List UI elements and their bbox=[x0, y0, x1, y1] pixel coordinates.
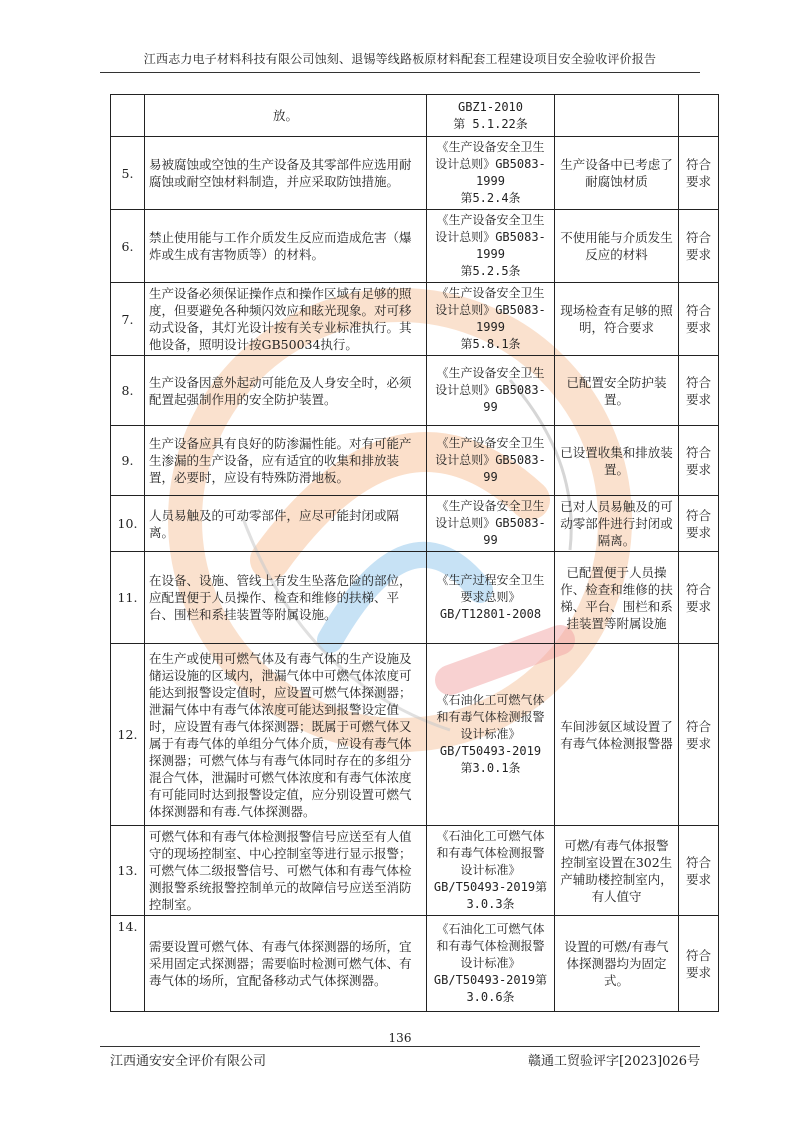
requirement-cell: 需要设置可燃气体、有毒气体探测器的场所，宜采用固定式探测器；需要临时检测可燃气体、有毒气体的场所，宜配备移动式气体探测器。 bbox=[145, 916, 427, 1012]
row-number: 13. bbox=[111, 826, 145, 916]
table-row bbox=[111, 644, 719, 826]
standard-text: 《石油化工可燃气体和有毒气体检测报警设计标准》GB/T50493-2019 第3.0.1条 bbox=[436, 693, 545, 775]
table-row bbox=[111, 356, 719, 426]
result-cell: 符合要求 bbox=[679, 916, 719, 1012]
row-number: 5. bbox=[111, 137, 145, 210]
standard-text: 《生产设备安全卫生设计总则》GB5083-1999 第5.2.5条 bbox=[435, 213, 546, 278]
standard-cell bbox=[427, 826, 555, 916]
footer-report-number: 赣通工贸验评字[2023]026号 bbox=[527, 1054, 700, 1069]
table-row bbox=[111, 137, 719, 210]
row-number bbox=[111, 95, 145, 137]
result-cell: 符合要求 bbox=[679, 283, 719, 356]
row-number: 7. bbox=[111, 283, 145, 356]
requirement-cell: 放。 bbox=[145, 95, 427, 137]
result-cell: 符合要求 bbox=[679, 426, 719, 496]
header-rule bbox=[100, 72, 700, 73]
requirement-cell: 生产设备应具有良好的防渗漏性能。对有可能产生渗漏的生产设备，应有适宜的收集和排放装置，必要时，应设有特殊防滑地板。 bbox=[145, 426, 427, 496]
table-row bbox=[111, 426, 719, 496]
actual-cell: 现场检查有足够的照明，符合要求 bbox=[555, 283, 679, 356]
standard-text: 《生产设备安全卫生设计总则》GB5083-1999 第5.2.4条 bbox=[435, 140, 546, 205]
actual-cell: 已配置安全防护装置。 bbox=[555, 356, 679, 426]
standard-text: 《石油化工可燃气体和有毒气体检测报警设计标准》GB/T50493-2019第3.0.3条 bbox=[433, 829, 548, 911]
footer-rule bbox=[100, 1046, 700, 1047]
table-row bbox=[111, 826, 719, 916]
requirement-cell: 在设备、设施、管线上有发生坠落危险的部位，应配置便于人员操作、检查和维修的扶梯、平台、围栏和系挂装置等附属设施。 bbox=[145, 552, 427, 644]
table-row bbox=[111, 95, 719, 137]
standard-cell bbox=[427, 137, 555, 210]
actual-cell: 已设置收集和排放装置。 bbox=[555, 426, 679, 496]
standard-text: 《生产设备安全卫生设计总则》GB5083-99 bbox=[435, 436, 546, 484]
result-cell: 符合要求 bbox=[679, 552, 719, 644]
standard-cell bbox=[427, 426, 555, 496]
actual-cell: 已配置便于人员操作、检查和维修的扶梯、平台、围栏和系挂装置等附属设施 bbox=[555, 552, 679, 644]
safety-checklist-table bbox=[110, 94, 719, 1012]
actual-cell: 已对人员易触及的可动零部件进行封闭或隔离。 bbox=[555, 496, 679, 552]
footer-company: 江西通安安全评价有限公司 bbox=[110, 1054, 267, 1069]
requirement-cell: 生产设备因意外起动可能危及人身安全时，必须配置起强制作用的安全防护装置。 bbox=[145, 356, 427, 426]
actual-cell bbox=[555, 95, 679, 137]
actual-cell: 不使用能与介质发生反应的材料 bbox=[555, 210, 679, 283]
result-cell: 符合要求 bbox=[679, 826, 719, 916]
row-number: 9. bbox=[111, 426, 145, 496]
actual-cell: 设置的可燃/有毒气体探测器均为固定式。 bbox=[555, 916, 679, 1012]
row-number: 10. bbox=[111, 496, 145, 552]
table-row bbox=[111, 552, 719, 644]
table-row bbox=[111, 210, 719, 283]
requirement-cell: 禁止使用能与工作介质发生反应而造成危害（爆炸或生成有害物质等）的材料。 bbox=[145, 210, 427, 283]
requirement-cell: 生产设备必须保证操作点和操作区域有足够的照度，但要避免各种频闪效应和眩光现象。对可移动式设备，其灯光设计按有关专业标准执行。其他设备，照明设计按GB50034执行。 bbox=[145, 283, 427, 356]
standard-cell bbox=[427, 283, 555, 356]
standard-text: GBZ1-2010 第 5.1.22条 bbox=[453, 99, 528, 131]
standard-cell bbox=[427, 552, 555, 644]
standard-cell bbox=[427, 95, 555, 137]
standard-cell bbox=[427, 916, 555, 1012]
row-number: 11. bbox=[111, 552, 145, 644]
page-header-title: 江西志力电子材料科技有限公司蚀刻、退锡等线路板原材料配套工程建设项目安全验收评价报告 bbox=[143, 52, 657, 66]
standard-text: 《生产过程安全卫生要求总则》GB/T12801-2008 bbox=[436, 573, 545, 621]
standard-cell bbox=[427, 356, 555, 426]
requirement-cell: 可燃气体和有毒气体检测报警信号应送至有人值守的现场控制室、中心控制室等进行显示报警；可燃气体二级报警信号、可燃气体和有毒气体检测报警系统报警控制单元的故障信号应送至消防控制室。 bbox=[145, 826, 427, 916]
requirement-cell: 人员易触及的可动零部件，应尽可能封闭或隔离。 bbox=[145, 496, 427, 552]
table-row bbox=[111, 916, 719, 1012]
row-number: 12. bbox=[111, 644, 145, 826]
row-number: 6. bbox=[111, 210, 145, 283]
actual-cell: 可燃/有毒气体报警控制室设置在302生产辅助楼控制室内，有人值守 bbox=[555, 826, 679, 916]
result-cell: 符合要求 bbox=[679, 496, 719, 552]
result-cell: 符合要求 bbox=[679, 356, 719, 426]
result-cell: 符合要求 bbox=[679, 137, 719, 210]
standard-cell bbox=[427, 496, 555, 552]
table-row bbox=[111, 496, 719, 552]
requirement-cell: 在生产或使用可燃气体及有毒气体的生产设施及储运设施的区域内，泄漏气体中可燃气体浓度可能达到报警设定值时，应设置可燃气体探测器；泄漏气体中有毒气体浓度可能达到报警设定值时，应设置有毒气体探测器；既属于可燃气体又属于有毒气体的单组分气体介质，应设有毒气体探测器；可燃气体与有毒气体同时存在的多组分混合气体，泄漏时可燃气体浓度和有毒气体浓度有可能同时达到报警设定值，应分别设置可燃气体探测器和有毒.气体探测器。 bbox=[145, 644, 427, 826]
standard-text: 《生产设备安全卫生设计总则》GB5083-1999 第5.8.1条 bbox=[435, 286, 546, 351]
page-number: 136 bbox=[388, 1031, 412, 1045]
row-number: 8. bbox=[111, 356, 145, 426]
result-cell: 符合要求 bbox=[679, 644, 719, 826]
actual-cell: 车间涉氨区域设置了有毒气体检测报警器 bbox=[555, 644, 679, 826]
actual-cell: 生产设备中已考虑了耐腐蚀材质 bbox=[555, 137, 679, 210]
standard-text: 《生产设备安全卫生设计总则》GB5083-99 bbox=[435, 366, 546, 414]
result-cell bbox=[679, 95, 719, 137]
requirement-cell: 易被腐蚀或空蚀的生产设备及其零部件应选用耐腐蚀或耐空蚀材料制造，并应采取防蚀措施。 bbox=[145, 137, 427, 210]
result-cell: 符合要求 bbox=[679, 210, 719, 283]
standard-cell bbox=[427, 644, 555, 826]
standard-text: 《石油化工可燃气体和有毒气体检测报警设计标准》GB/T50493-2019第3.0.6条 bbox=[433, 922, 548, 1004]
row-number: 14. bbox=[111, 916, 145, 1012]
table-row bbox=[111, 283, 719, 356]
standard-text: 《生产设备安全卫生设计总则》GB5083-99 bbox=[435, 499, 546, 547]
standard-cell bbox=[427, 210, 555, 283]
